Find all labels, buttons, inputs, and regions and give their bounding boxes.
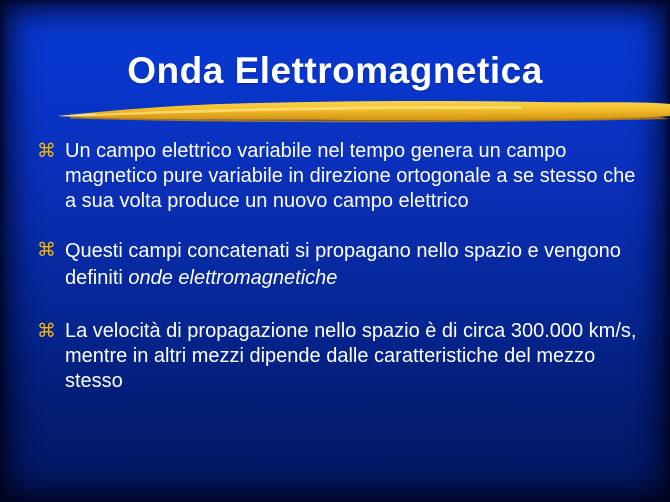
command-bullet-icon: ⌘	[37, 239, 56, 261]
bullet-text-italic: onde elettromagnetiche	[128, 267, 338, 289]
bullet-text	[65, 238, 638, 292]
brush-highlight-stroke	[95, 106, 522, 116]
bullet-text	[65, 319, 638, 394]
brush-tip-fleck	[58, 114, 96, 117]
brush-main-stroke	[58, 101, 670, 120]
slide-title: Onda Elettromagnetica	[127, 50, 543, 91]
bullet-item	[37, 319, 645, 394]
title-underline-brush-icon	[0, 90, 670, 130]
command-bullet-icon: ⌘	[37, 320, 56, 342]
bullet-text-regular: Un campo elettrico variabile nel tempo genera un campo magnetico pure variabile in direzione ortogonale a se stesso che a sua volta produce un nuovo campo elettrico	[65, 140, 636, 212]
bullet-item	[37, 238, 645, 292]
bullet-item	[37, 139, 645, 214]
bullet-text-regular: La velocità di propagazione nello spazio è di circa 300.000 km/s, mentre in altri mezzi dipende dalle caratteristiche del mezzo stesso	[65, 320, 637, 392]
bullet-list	[37, 139, 645, 418]
brush-shadow-stroke	[70, 117, 670, 122]
bullet-text-regular: Questi campi concatenati si propagano nello spazio e vengono definiti	[65, 240, 621, 289]
command-bullet-icon: ⌘	[37, 140, 56, 162]
bullet-text	[65, 139, 638, 214]
